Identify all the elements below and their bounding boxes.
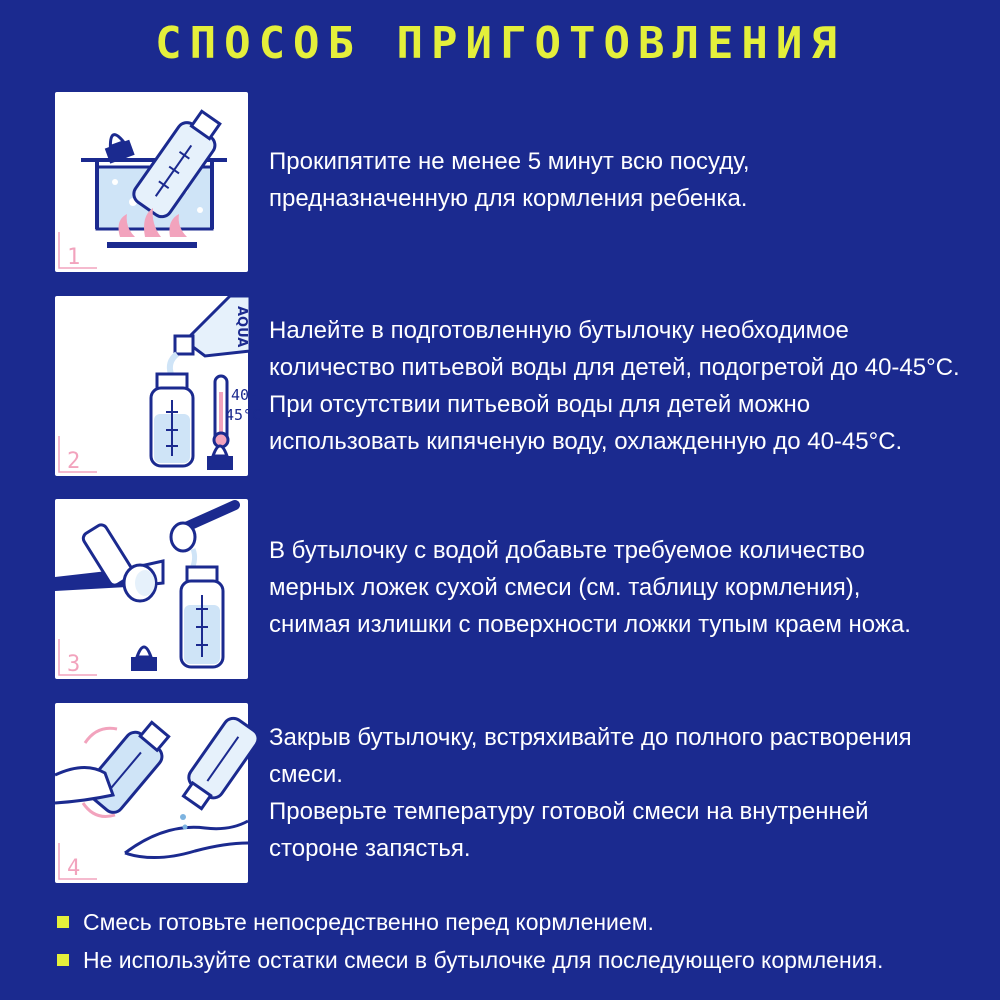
step-number: 1 [67,245,81,270]
nipple-icon [131,647,157,671]
bottle-icon [151,374,193,466]
step-1-text: Прокипятите не менее 5 минут всю посуду, предназначенную для кормления ребенка. [269,148,750,212]
svg-text:40-: 40- [231,386,259,404]
page-title: СПОСОБ ПРИГОТОВЛЕНИЯ [155,18,845,69]
step-1-illustration [55,92,248,272]
step-4-text: Закрыв бутылочку, встряхивайте до полного растворения смеси. Проверьте температуру готовой смеси на внутренней стороне запястья. [269,724,912,862]
bullet-square-icon [57,954,69,966]
note-item: Смесь готовьте непосредственно перед кормлением. [55,903,975,941]
step-2-text: Налейте в подготовленную бутылочку необходимое количество питьевой воды для детей, подогретой до 40-45°C. При отсутствии питьевой воды для детей можно использовать кипяченую воду, охлажденную до 40-45°C. [269,317,960,455]
aqua-bottle-icon [170,296,250,374]
bullet-square-icon [57,916,69,928]
step-3 [55,499,955,679]
step-2-illustration [55,296,262,476]
step-2 [55,296,960,476]
bottle-icon [177,714,262,813]
step-4-illustration [55,703,248,883]
svg-text:4: 4 [67,856,81,881]
svg-text:3: 3 [67,652,81,677]
step-1 [55,92,955,272]
nipple-icon [207,446,233,470]
svg-text:AQUA: AQUA [234,306,249,348]
step-3-text: В бутылочку с водой добавьте требуемое количество мерных ложек сухой смеси (см. таблицу кормления), снимая излишки с поверхности ложки тупым краем ножа. [269,537,911,638]
step-3-illustration [55,499,248,679]
note-item: Не используйте остатки смеси в бутылочке для последующего кормления. [55,941,975,979]
thermometer-icon [214,376,261,447]
bottle-icon [181,567,223,667]
notes-list [55,903,975,979]
svg-text:2: 2 [67,449,81,474]
svg-text:45°C: 45°C [225,406,262,424]
step-4 [55,703,955,883]
